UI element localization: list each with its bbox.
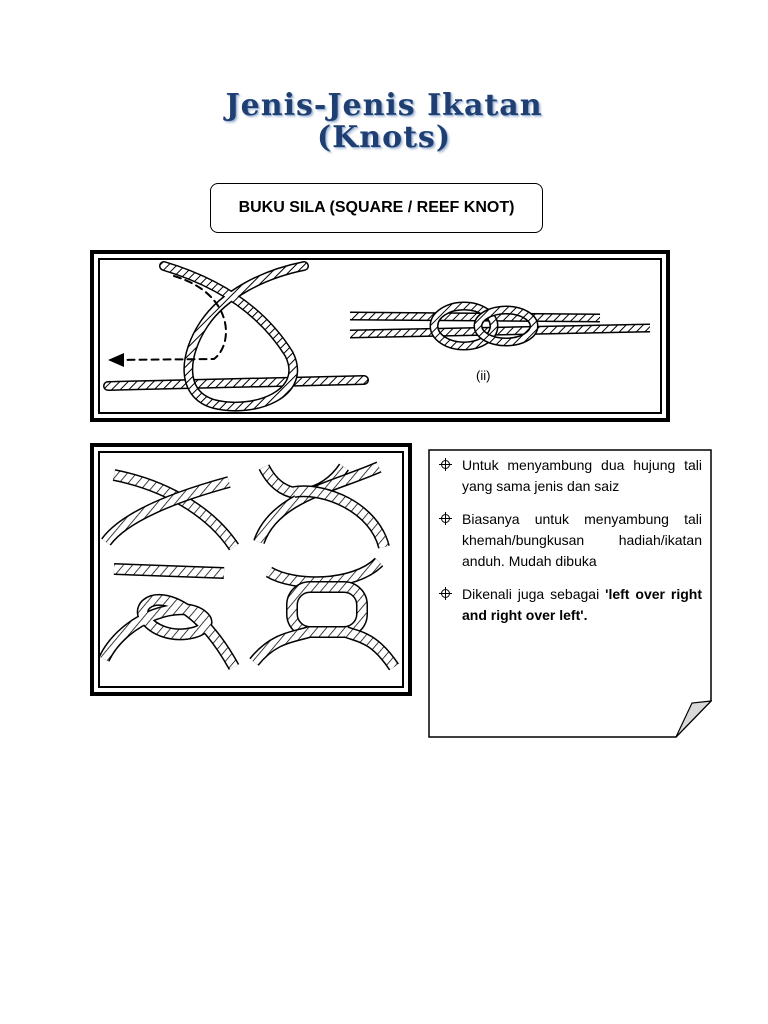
notes-panel [428, 449, 712, 738]
page-title-line1: Jenis-Jenis Ikatan [225, 88, 543, 123]
rope-loop-drawing [108, 266, 364, 407]
note-text: Untuk menyambung dua hujung tali yang sama jenis dan saiz [462, 457, 702, 494]
sun-bullet-icon [441, 460, 450, 469]
step-2-drawing [259, 467, 384, 547]
notes-list [462, 455, 702, 638]
note-text: Biasanya untuk menyambung tali khemah/bungkusan hadiah/ikatan anduh. Mudah dibuka [462, 511, 702, 569]
page-title-line2: (Knots) [316, 120, 452, 155]
step-4-drawing [254, 562, 394, 667]
step-1-drawing [106, 475, 234, 547]
reef-knot-diagram-top [90, 250, 670, 422]
note-text-emphasis: 'left over right and right over left'. [462, 586, 702, 623]
reef-knot-illustration [94, 254, 666, 418]
reef-knot-steps-illustration [94, 447, 408, 692]
note-item [462, 455, 702, 497]
sun-bullet-icon [441, 589, 450, 598]
diagram-caption: (ii) [476, 368, 491, 383]
reef-knot-diagram-steps [90, 443, 412, 696]
sun-bullet-icon [441, 514, 450, 523]
note-item [462, 509, 702, 572]
note-text: Dikenali juga sebagai [462, 586, 606, 602]
step-3-drawing [104, 569, 234, 667]
finished-reef-knot-drawing [350, 306, 650, 346]
knot-name-label [210, 183, 543, 233]
note-item [462, 584, 702, 626]
knot-name-text: BUKU SILA (SQUARE / REEF KNOT) [238, 199, 515, 216]
